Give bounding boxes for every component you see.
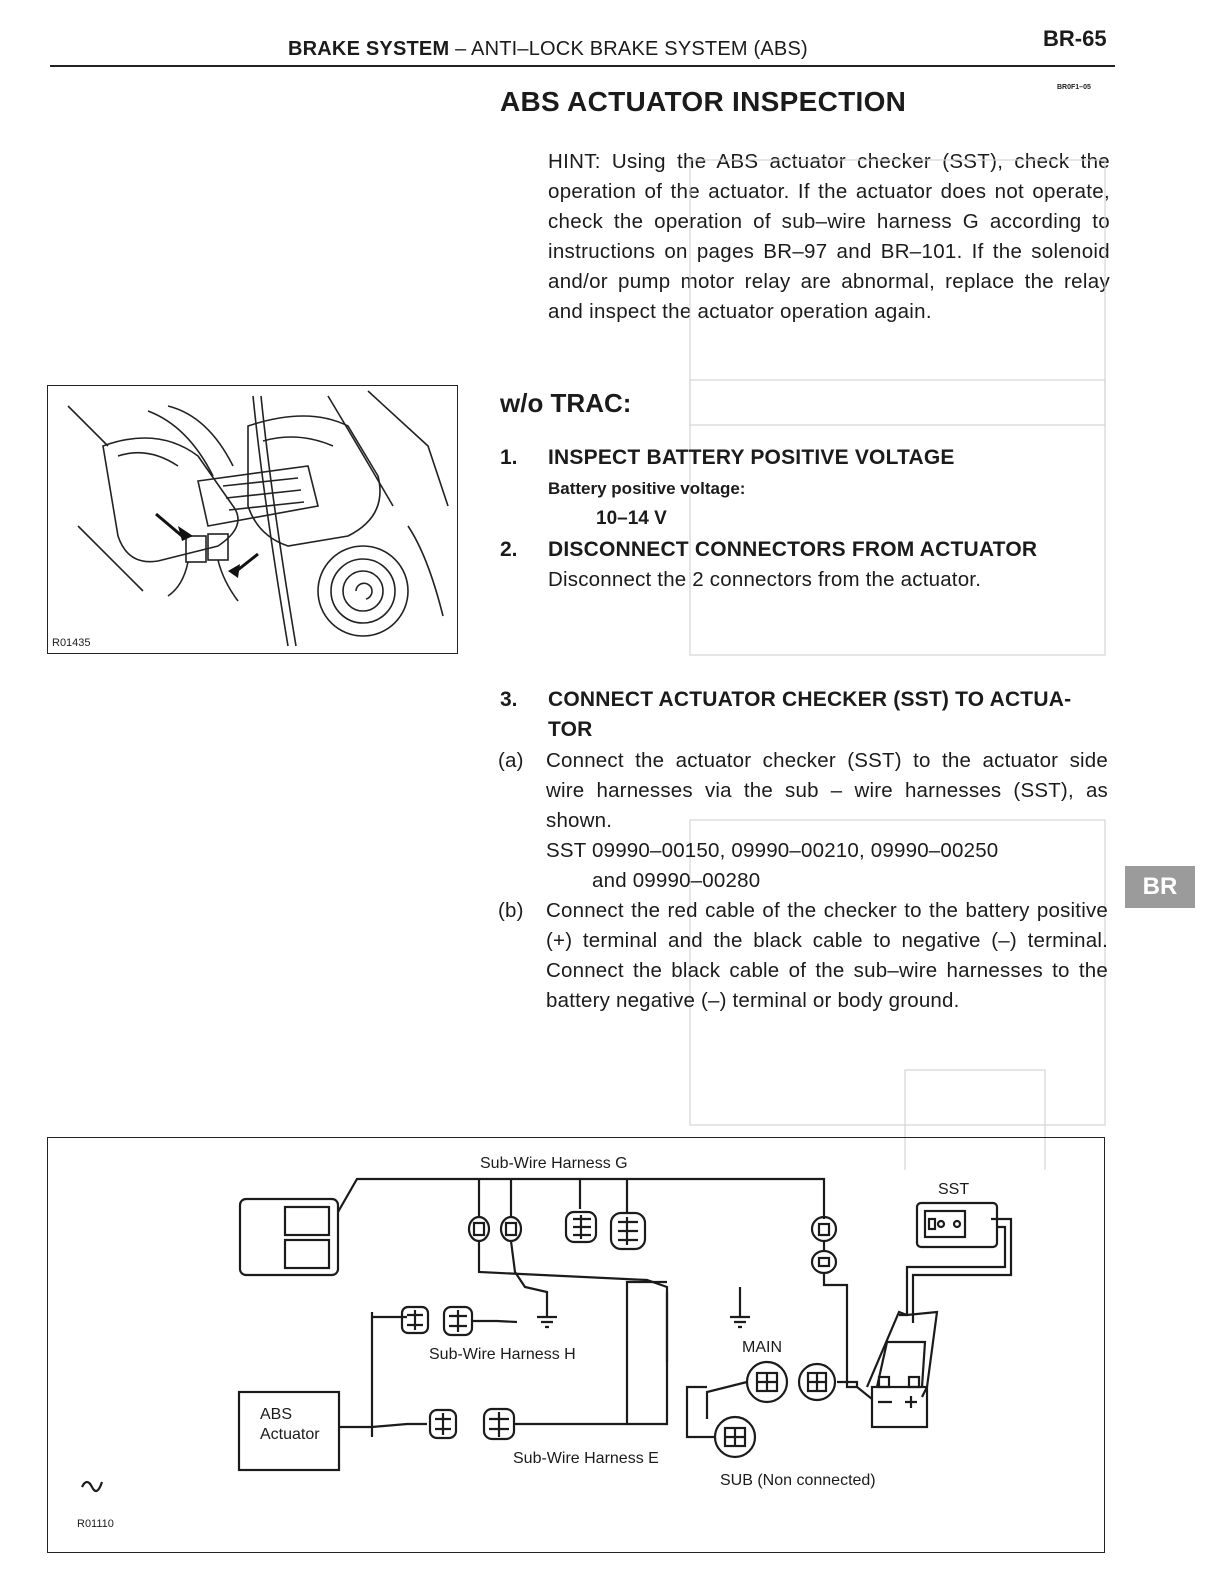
header-dash: – (449, 38, 472, 60)
doc-code: BR0F1–05 (1057, 84, 1091, 91)
step1-spec-label: Battery positive voltage: (548, 479, 746, 498)
hint-paragraph: HINT: Using the ABS actuator checker (SST), check the operation of the actuator. If the actuator does not operate, check the operation of sub–wire harness G according to instructions on pages BR–97 and BR–101. If the solenoid and/or pump motor relay are abnormal, replace the relay and inspect the actuator operation again. (548, 150, 1110, 323)
step1-number: 1. (500, 446, 518, 469)
step3-number: 3. (500, 688, 518, 711)
label-abs: ABS (260, 1406, 293, 1423)
sst-line1: SST 09990–00150, 09990–00210, 09990–00250 (546, 839, 999, 862)
step3a-label: (a) (498, 749, 524, 772)
step3a-text: Connect the actuator checker (SST) to the actuator side wire harnesses via the sub – wire harnesses (SST), as shown. (546, 749, 1108, 832)
step1-spec-value: 10–14 V (596, 508, 667, 529)
figure1-code: R01435 (52, 637, 91, 649)
header-rule (50, 65, 1115, 67)
battery (872, 1387, 927, 1427)
header-title (288, 38, 808, 61)
step2-text: Disconnect the 2 connectors from the actuator. (548, 568, 982, 591)
header-section: BRAKE SYSTEM (288, 38, 450, 60)
label-sst: SST (938, 1181, 970, 1198)
section-title: ABS ACTUATOR INSPECTION (500, 86, 907, 117)
label-harness-h: Sub-Wire Harness H (429, 1346, 576, 1363)
label-main: MAIN (742, 1339, 782, 1356)
label-harness-e: Sub-Wire Harness E (513, 1450, 659, 1467)
figure2-code: R01110 (77, 1518, 114, 1530)
header-subsection: ANTI–LOCK BRAKE SYSTEM (ABS) (471, 38, 808, 60)
step3b-text: Connect the red cable of the checker to the battery positive (+) terminal and the black cable to negative (–) terminal. Connect the black cable of the sub–wire harnesses to the battery negative (–) terminal or body ground. (546, 899, 1108, 1012)
label-actuator: Actuator (260, 1426, 320, 1443)
step3-heading-line2: TOR (548, 718, 593, 741)
subheading-wo-trac: w/o TRAC: (500, 388, 632, 418)
step2-heading: DISCONNECT CONNECTORS FROM ACTUATOR (548, 538, 1038, 561)
checker-box-left (240, 1199, 338, 1275)
step3b-label: (b) (498, 899, 524, 922)
wiring-diagram (47, 1137, 1105, 1553)
engine-bay-illustration (48, 386, 456, 652)
step2-number: 2. (500, 538, 518, 561)
step1-heading: INSPECT BATTERY POSITIVE VOLTAGE (548, 446, 955, 469)
step3-heading-line1: CONNECT ACTUATOR CHECKER (SST) TO ACTUA- (548, 688, 1072, 711)
label-harness-g: Sub-Wire Harness G (480, 1155, 628, 1172)
page-number: BR-65 (1043, 26, 1107, 51)
engine-bay-figure (47, 385, 458, 654)
section-tab-br: BR (1125, 866, 1195, 908)
sst-line2: and 09990–00280 (592, 869, 761, 892)
label-sub: SUB (Non connected) (720, 1472, 876, 1489)
